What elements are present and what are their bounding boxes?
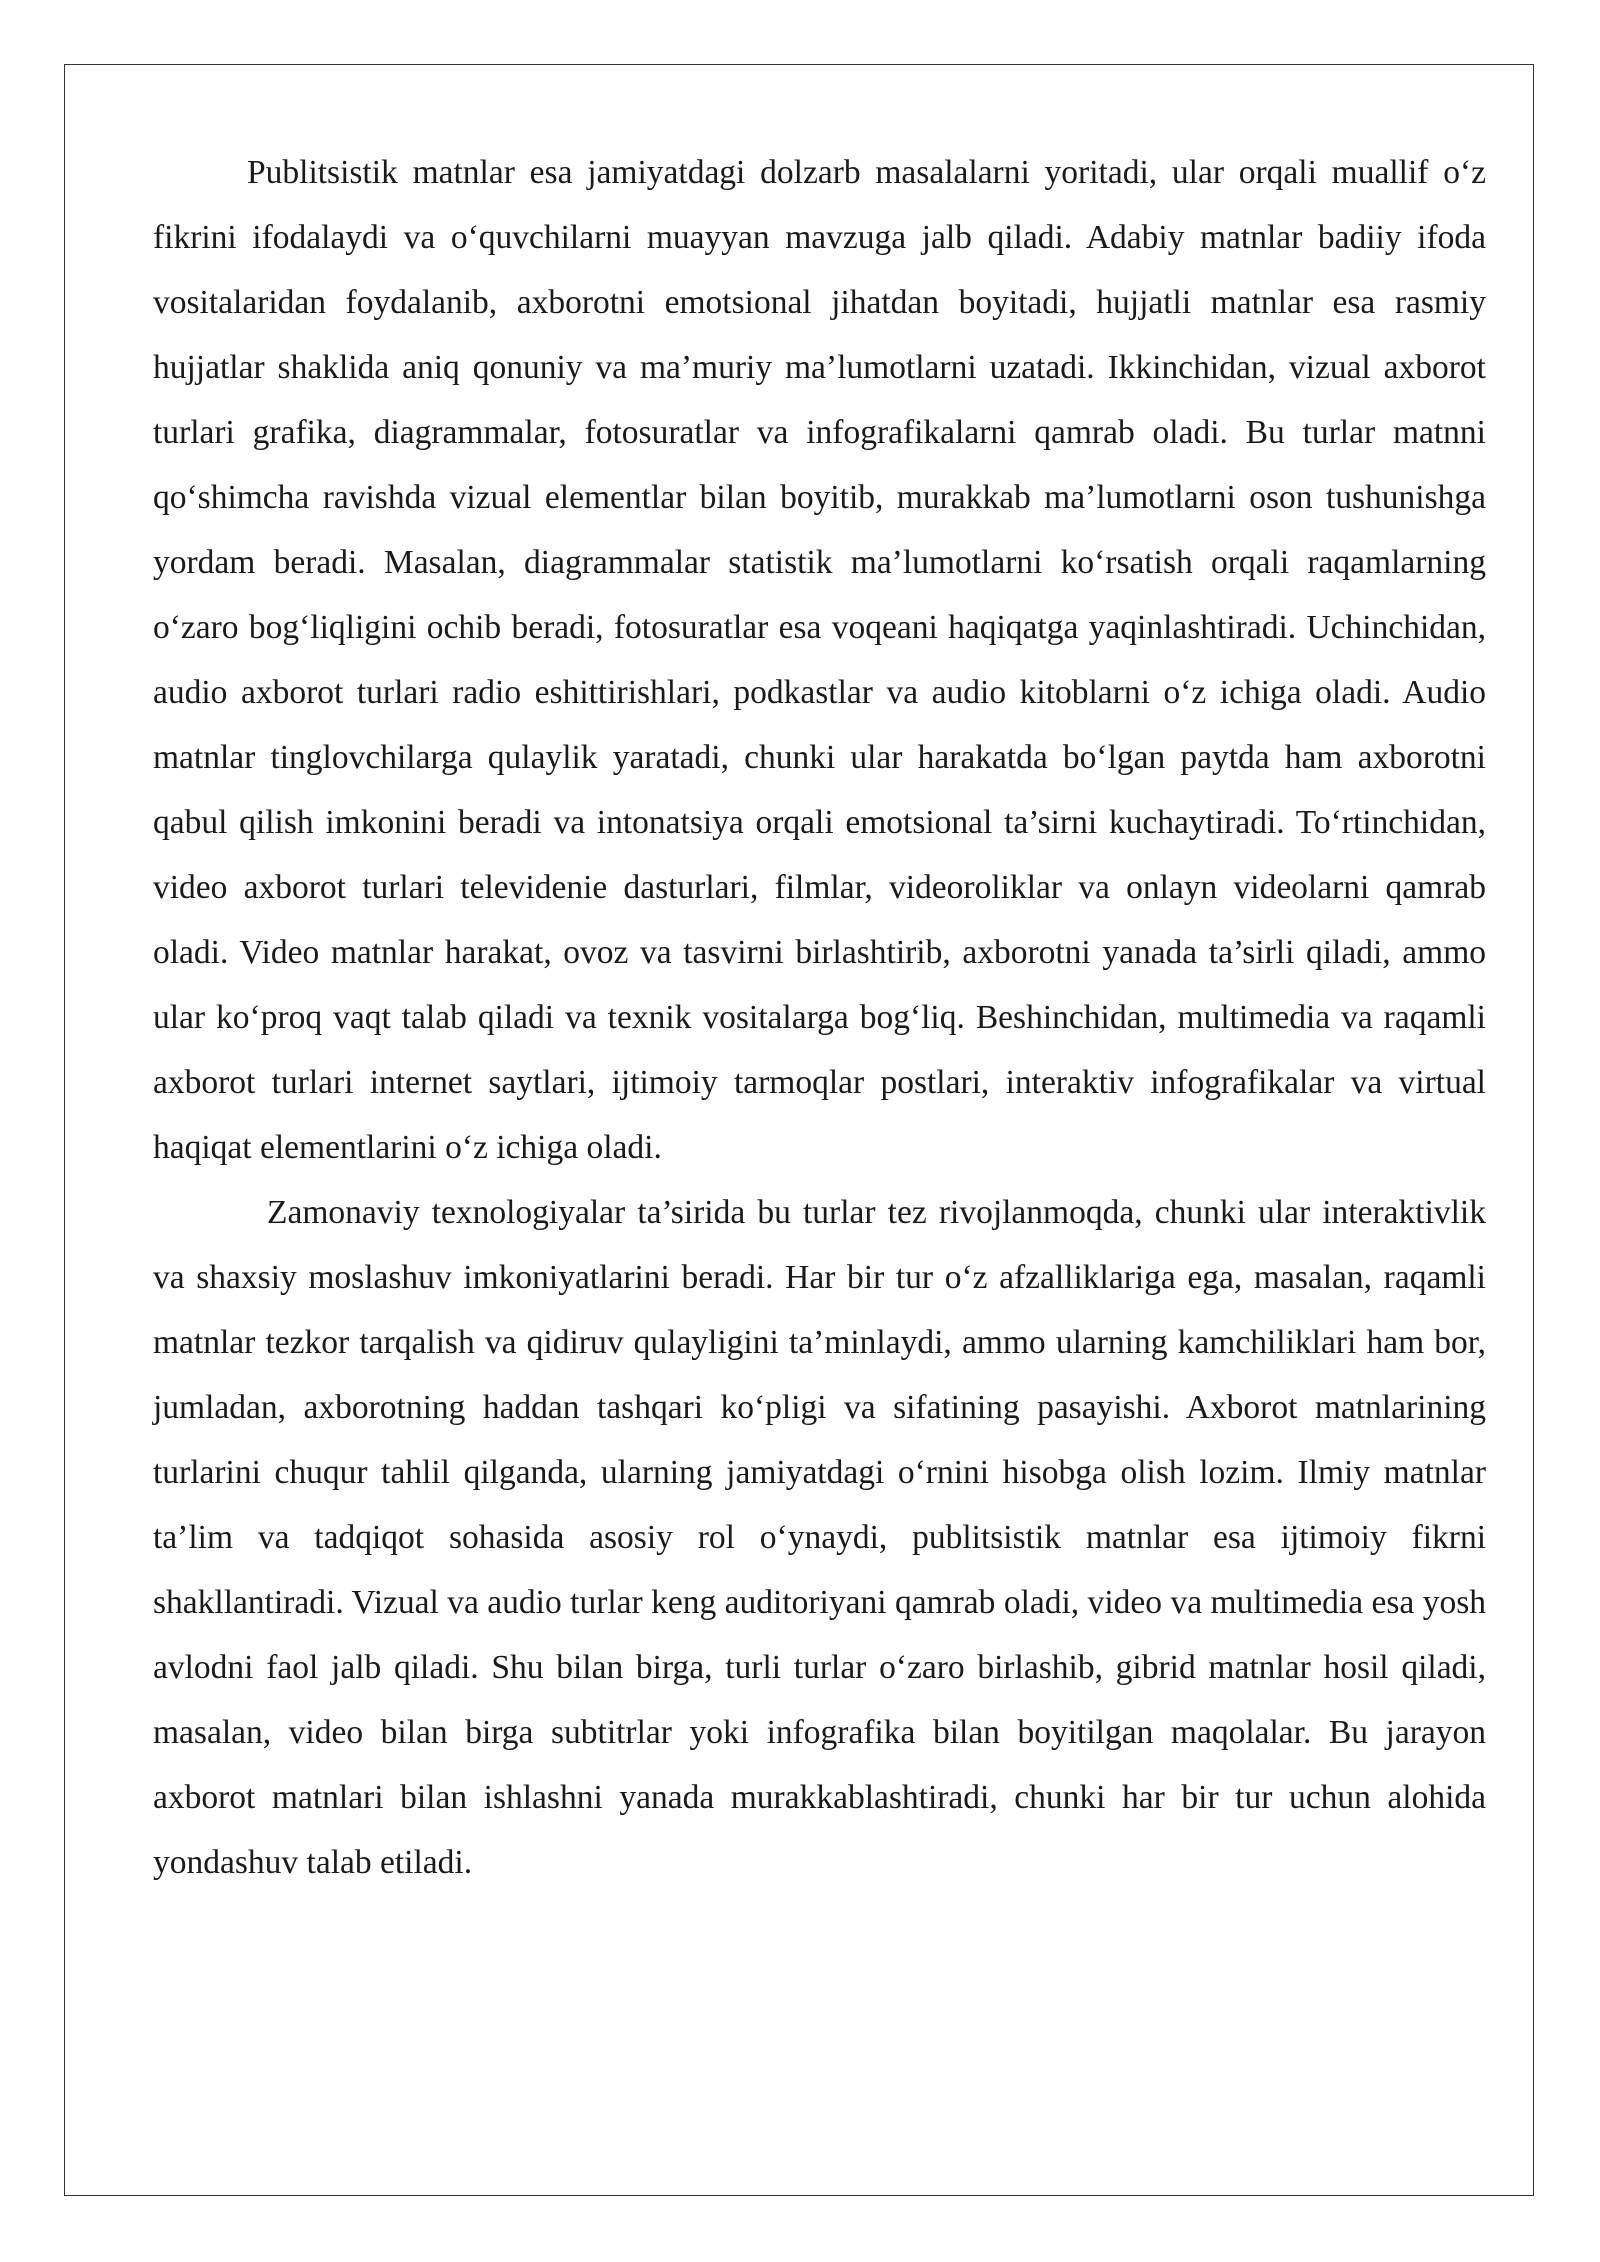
body-paragraph: Publitsistik matnlar esa jamiyatdagi dolzarb masalalarni yoritadi, ular orqali muallif o‘z fikrini ifodalaydi va o‘quvchilarni muayyan mavzuga jalb qiladi. Adabiy matnlar badiiy ifoda vositalaridan foydalanib, axborotni emotsional jihatdan boyitadi, hujjatli matnlar esa rasmiy hujjatlar shaklida aniq qonuniy va ma’muriy ma’lumotlarni uzatadi. Ikkinchidan, vizual axborot turlari grafika, diagrammalar, fotosuratlar va infografikalarni qamrab oladi. Bu turlar matnni qo‘shimcha ravishda vizual elementlar bilan boyitib, murakkab ma’lumotlarni oson tushunishga yordam beradi. Masalan, diagrammalar statistik ma’lumotlarni ko‘rsatish orqali raqamlarning o‘zaro bog‘liqligini ochib beradi, fotosuratlar esa voqeani haqiqatga yaqinlashtiradi. Uchinchidan, audio axborot turlari radio eshittirishlari, podkastlar va audio kitoblarni o‘z ichiga oladi. Audio matnlar tinglovchilarga qulaylik yaratadi, chunki ular harakatda bo‘lgan paytda ham axborotni qabul qilish imkonini beradi va intonatsiya orqali emotsional ta’sirni kuchaytiradi. To‘rtinchidan, video axborot turlari televidenie dasturlari, filmlar, videoroliklar va onlayn videolarni qamrab oladi. Video matnlar harakat, ovoz va tasvirni birlashtirib, axborotni yanada ta’sirli qiladi, ammo ular ko‘proq vaqt talab qiladi va texnik vositalarga bog‘liq. Beshinchidan, multimedia va raqamli axborot turlari internet saytlari, ijtimoiy tarmoqlar postlari, interaktiv infografikalar va virtual haqiqat elementlarini o‘z ichiga oladi. [153, 154, 1486, 1166]
body-paragraph: Zamonaviy texnologiyalar ta’sirida bu turlar tez rivojlanmoqda, chunki ular interaktivlik va shaxsiy moslashuv imkoniyatlarini beradi. Har bir tur o‘z afzalliklariga ega, masalan, raqamli matnlar tezkor tarqalish va qidiruv qulayligini ta’minlaydi, ammo ularning kamchiliklari ham bor, jumladan, axborotning haddan tashqari ko‘pligi va sifatining pasayishi. Axborot matnlarining turlarini chuqur tahlil qilganda, ularning jamiyatdagi o‘rnini hisobga olish lozim. Ilmiy matnlar ta’lim va tadqiqot sohasida asosiy rol o‘ynaydi, publitsistik matnlar esa ijtimoiy fikrni shakllantiradi. Vizual va audio turlar keng auditoriyani qamrab oladi, video va multimedia esa yosh avlodni faol jalb qiladi. Shu bilan birga, turli turlar o‘zaro birlashib, gibrid matnlar hosil qiladi, masalan, video bilan birga subtitrlar yoki infografika bilan boyitilgan maqolalar. Bu jarayon axborot matnlari bilan ishlashni yanada murakkablashtiradi, chunki har bir tur uchun alohida yondashuv talab etiladi. [153, 1194, 1486, 1881]
document-body [153, 140, 1486, 1895]
